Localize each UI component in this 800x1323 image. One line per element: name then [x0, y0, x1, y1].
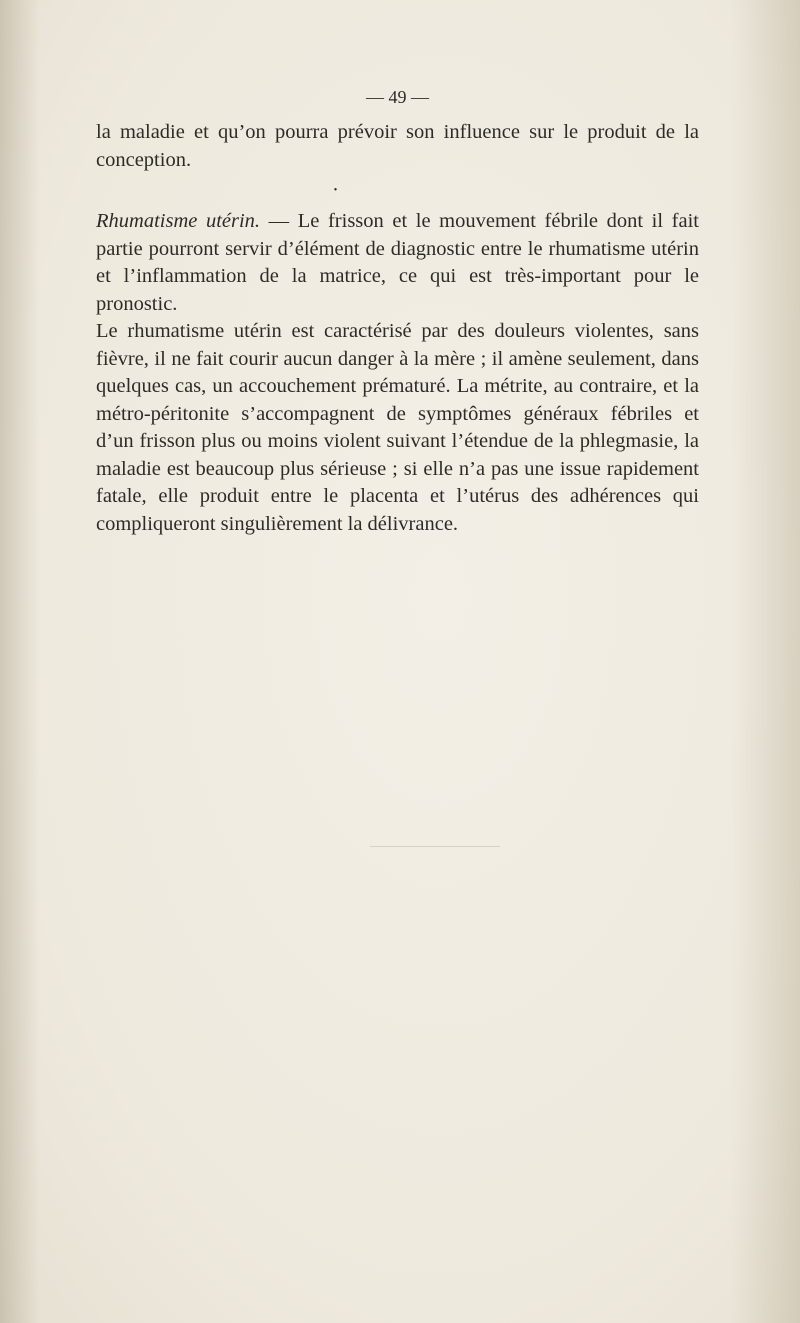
section-text: — Le frisson et le mouvement fébrile dont il fait partie pourront servir d’élément de diagnostic entre le rhumatisme utérin et l’inflammation de la matrice, ce qui est très-important pour le pronostic.	[96, 210, 699, 315]
show-through-rule	[370, 846, 500, 847]
page-edge-shadow-right	[730, 0, 800, 1323]
page-edge-shadow-left	[0, 0, 40, 1323]
page-number: — 49 —	[366, 87, 429, 107]
section-heading: Rhumatisme utérin.	[96, 210, 261, 232]
section-paragraph	[96, 208, 699, 318]
page-text	[96, 86, 699, 538]
second-paragraph: Le rhumatisme utérin est caractérisé par des douleurs violentes, sans fièvre, il ne fait courir aucun danger à la mère ; il amène seulement, dans quelques cas, un accouchement prématuré. La métrite, au contraire, et la métro-péritonite s’accompagnent de symptômes généraux fébriles et d’un frisson plus ou moins violent suivant l’étendue de la phlegmasie, la maladie est beaucoup plus sérieuse ; si elle n’a pas une issue rapidement fatale, elle produit entre le placenta et l’utérus des adhérences qui compliqueront singulièrement la délivrance.	[96, 320, 699, 535]
intro-paragraph: la maladie et qu’on pourra prévoir son influence sur le produit de la conception.	[96, 121, 699, 171]
separator-row	[96, 174, 699, 208]
separator-dot: •	[333, 185, 338, 196]
